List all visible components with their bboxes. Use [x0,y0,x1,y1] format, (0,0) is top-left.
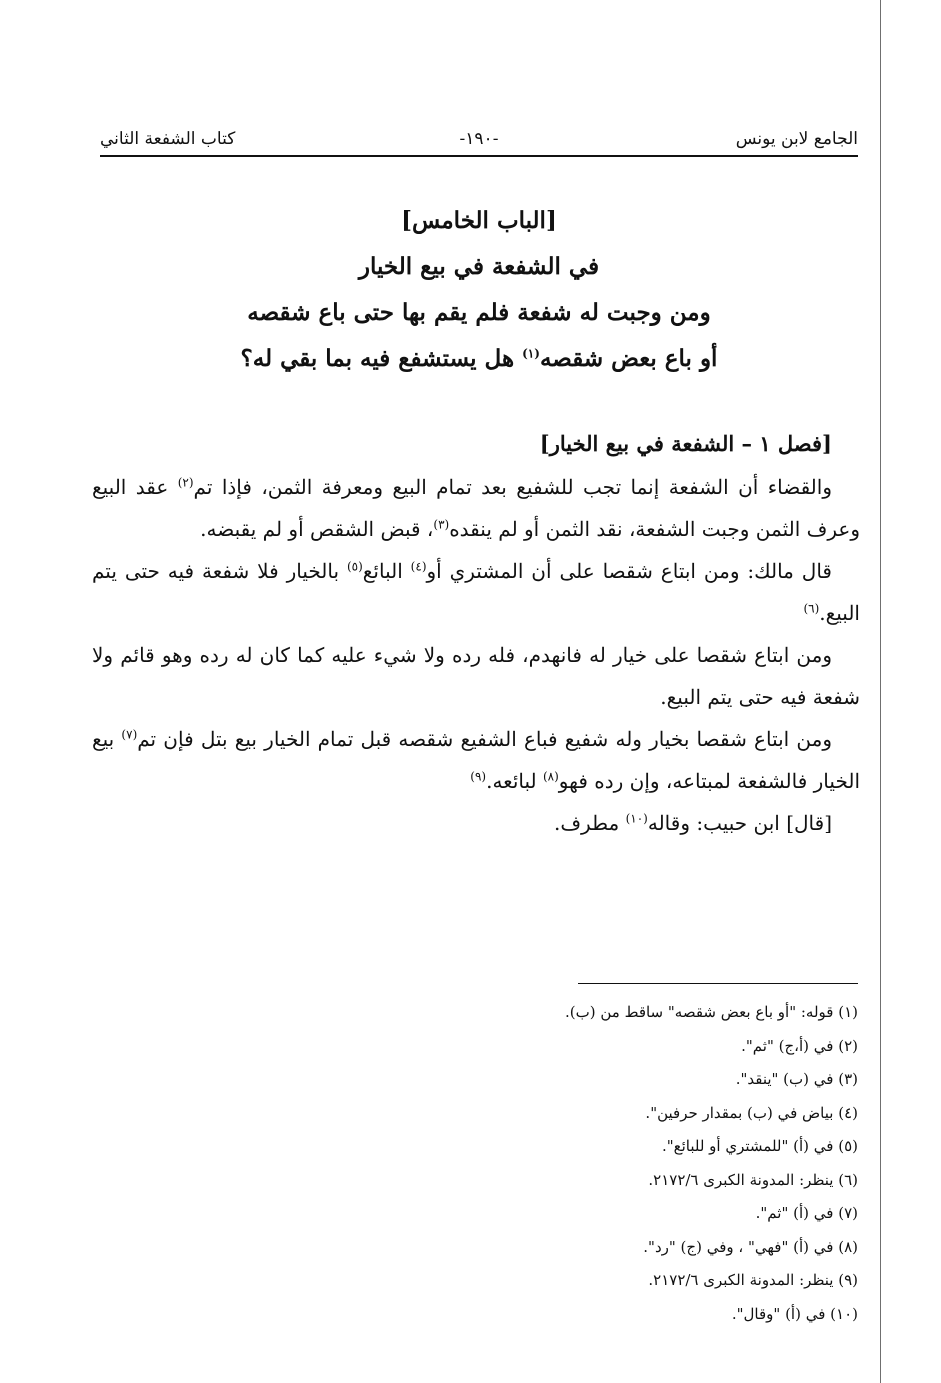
footnote-2: (٢) في (أ،ج) "ثم". [741,1036,858,1055]
footnote-ref: (٥) [346,559,363,574]
footnote-1: (١) قوله: "أو باع بعض شقصه" ساقط من (ب). [565,1003,858,1021]
chapter-title: كتاب الشفعة الثاني [100,129,236,149]
footnotes [420,996,858,1331]
paragraph-1 [92,466,860,550]
paragraph-text: عقد البيع وعرف الثمن وجبت الشفعة، نقد الثمن أو لم ينقده [92,475,860,541]
heading-text: أو باع بعض شقصه [539,345,718,372]
paragraph-text: بيع الخيار فالشفعة لمبتاعه، وإن رده فهو [92,727,860,793]
paragraph-text: ، قبض الشقص أو لم يقبضه. [200,517,434,541]
footnote-ref: (١) [522,346,540,361]
footnote-4: (٤) بياض في (ب) بمقدار حرفين". [645,1103,858,1122]
footnote-9: (٩) ينظر: المدونة الكبرى ٢١٧٢/٦. [648,1271,858,1289]
running-header [100,126,858,154]
footnote-10: (١٠) في (أ) "وقال". [731,1304,858,1323]
paragraph-text: لبائعه. [486,769,543,793]
section-heading: [فصل ١ – الشفعة في بيع الخيار] [539,431,832,456]
footnote-8: (٨) في (أ) "فهي" ، وفي (ج) "رد". [643,1237,858,1256]
footnote-ref: (٧) [121,727,138,742]
footnote-ref: (٣) [433,517,450,532]
paragraph-4 [92,718,860,802]
footnote-separator [578,983,858,984]
chapter-heading [100,198,858,382]
paragraph-text: والقضاء أن الشفعة إنما تجب للشفيع بعد تمام البيع ومعرفة الثمن، فإذا تم [193,475,832,499]
footnote-ref: (٨) [542,769,559,784]
footnote-6: (٦) ينظر: المدونة الكبرى ٢١٧٢/٦. [648,1170,858,1189]
footnote-ref: (٤) [410,559,427,574]
footnote-5: (٥) في (أ) "للمشتري أو للبائع". [661,1137,858,1155]
footnote-3: (٣) في (ب) "ينقد". [735,1070,858,1088]
page-edge-line [880,0,881,1383]
paragraph-text: بالخيار فلا شفعة فيه حتى يتم البيع. [92,559,860,625]
chapter-heading-line-4 [100,336,858,382]
paragraph-text: مطرف. [553,811,626,835]
header-rule [100,155,858,157]
chapter-heading-line-2: في الشفعة في بيع الخيار [358,253,600,280]
footnote-ref: (٢) [177,475,194,490]
book-title: الجامع لابن يونس [735,129,858,149]
paragraph-text: ومن ابتاع شقصا بخيار وله شفيع فباع الشفيع شقصه قبل تمام الخيار بيع بتل فإن تم [137,727,832,751]
heading-text: هل يستشفع فيه بما بقي له؟ [240,345,523,372]
footnote-ref: (٦) [803,601,820,616]
paragraph-5 [92,802,860,844]
footnote-7: (٧) في (أ) "ثم". [755,1204,858,1222]
footnote-ref: (١٠) [625,811,648,826]
chapter-heading-line-1: [الباب الخامس] [401,207,557,234]
paragraph-text: [قال] ابن حبيب: وقاله [647,811,832,835]
page-number: -١٩٠- [459,129,499,149]
footnote-ref: (٩) [470,769,487,784]
paragraph-text: قال مالك: ومن ابتاع شقصا على أن المشتري أو [426,559,832,583]
chapter-heading-line-3: ومن وجبت له شفعة فلم يقم بها حتى باع شقصه [247,299,711,326]
main-text [92,422,860,844]
paragraph-2 [92,550,860,634]
paragraph-3: ومن ابتاع شقصا على خيار له فانهدم، فله رده ولا شيء عليه كما كان له رده وهو قائم ولا شفعة فيه حتى يتم البيع. [92,643,860,709]
paragraph-text: البائع [362,559,411,583]
